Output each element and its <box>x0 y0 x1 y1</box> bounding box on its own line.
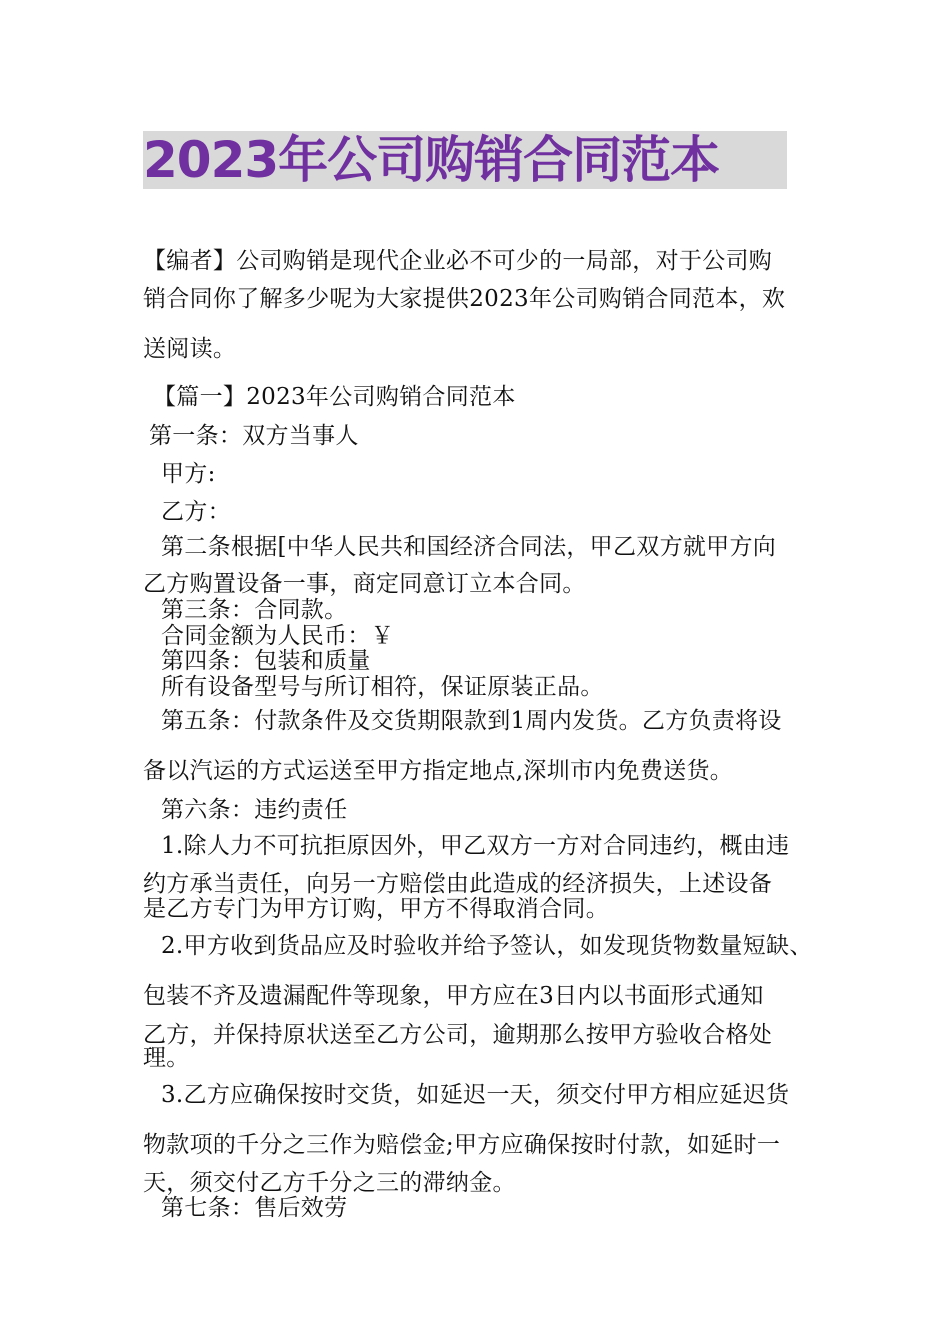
body-line: 合同金额为人民币：￥ <box>161 623 394 649</box>
body-line: 第五条：付款条件及交货期限款到1周内发货。乙方负责将设 <box>161 708 782 734</box>
body-line: 乙方购置设备一事，商定同意订立本合同。 <box>143 571 586 597</box>
body-line: 乙方： <box>161 499 231 525</box>
clause-heading: 第四条：包装和质量 <box>161 648 371 674</box>
body-line: 理。 <box>143 1045 190 1071</box>
body-line: 包装不齐及遗漏配件等现象，甲方应在3日内以书面形式通知 <box>143 983 764 1009</box>
clause-heading: 第六条：违约责任 <box>161 797 348 823</box>
body-line: 物款项的千分之三作为赔偿金;甲方应确保按时付款，如延时一 <box>143 1132 781 1158</box>
body-line: 所有设备型号与所订相符，保证原装正品。 <box>161 674 604 700</box>
clause-heading: 第三条：合同款。 <box>161 597 348 623</box>
body-line: 备以汽运的方式运送至甲方指定地点,深圳市内免费送货。 <box>143 758 734 784</box>
body-line: 销合同你了解多少呢为大家提供2023年公司购销合同范本，欢 <box>143 286 786 312</box>
body-line: 2.甲方收到货品应及时验收并给予签认，如发现货物数量短缺、 <box>161 933 813 959</box>
body-line: 【编者】公司购销是现代企业必不可少的一局部，对于公司购 <box>143 248 773 274</box>
body-line: 3.乙方应确保按时交货，如延迟一天，须交付甲方相应延迟货 <box>161 1082 790 1108</box>
clause-heading: 第七条：售后效劳 <box>161 1195 348 1221</box>
body-line: 约方承当责任，向另一方赔偿由此造成的经济损失，上述设备 <box>143 871 773 897</box>
body-line: 甲方: <box>161 461 216 487</box>
body-line: 1.除人力不可抗拒原因外，甲乙双方一方对合同违约，概由违 <box>161 833 790 859</box>
clause-heading: 第一条：双方当事人 <box>149 423 359 449</box>
body-line: 是乙方专门为甲方订购，甲方不得取消合同。 <box>143 896 609 922</box>
body-line: 第二条根据[中华人民共和国经济合同法，甲乙双方就甲方向 <box>161 534 777 560</box>
section-heading: 【篇一】2023年公司购销合同范本 <box>153 384 516 410</box>
body-line: 天，须交付乙方千分之三的滞纳金。 <box>143 1170 516 1196</box>
body-line: 送阅读。 <box>143 336 237 362</box>
document-title: 2023年公司购销合同范本 <box>143 131 787 189</box>
body-line: 乙方，并保持原状送至乙方公司，逾期那么按甲方验收合格处 <box>143 1022 773 1048</box>
